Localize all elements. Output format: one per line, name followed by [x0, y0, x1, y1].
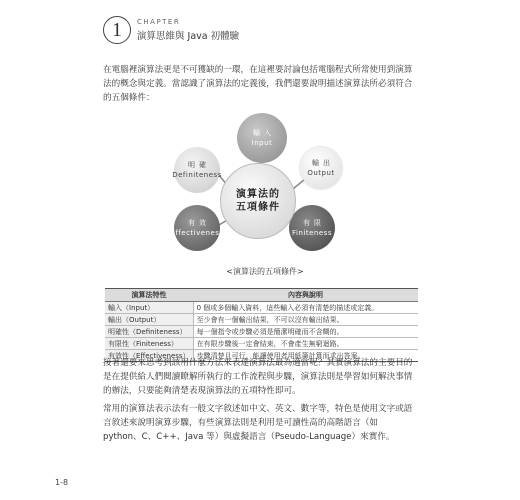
table-row	[105, 338, 418, 350]
center-line-2: 五項條件	[236, 202, 280, 213]
finiteness-node	[289, 205, 335, 251]
finiteness-en: Finiteness	[292, 229, 332, 237]
intro-paragraph: 在電腦裡演算法更是不可獲缺的一環，在這裡要討論包括電腦程式所常使用到演算法的概念與定義。當認識了演算法的定義後，我們還要說明描述演算法所必須符合的五個條件：	[103, 65, 413, 103]
center-line-1: 演算法的	[236, 189, 280, 200]
table-row	[105, 302, 418, 314]
table-row	[105, 314, 418, 326]
input-zh: 輸入	[253, 129, 275, 137]
table-cell-characteristic: 輸出（Output）	[105, 314, 193, 326]
five-conditions-diagram	[165, 113, 365, 261]
table-cell-characteristic: 輸入（Input）	[105, 302, 193, 314]
table-header-row	[105, 289, 418, 302]
effectiveness-zh: 有效	[188, 219, 210, 227]
table-cell-characteristic: 有效性（Effectiveness）	[105, 350, 193, 362]
table-header-characteristic: 演算法特性	[105, 289, 193, 302]
definiteness-zh: 明確	[188, 161, 210, 169]
table-row	[105, 326, 418, 338]
finiteness-zh: 有限	[303, 219, 325, 227]
chapter-title: 演算思維與 Java 初體驗	[137, 31, 240, 42]
figure-caption: <演算法的五項條件>	[226, 267, 304, 276]
center-node	[220, 163, 296, 239]
page-number: 1-8	[55, 478, 69, 487]
definiteness-node	[174, 147, 220, 193]
output-en: Output	[307, 169, 335, 177]
table-header-description: 內容與說明	[193, 289, 418, 302]
input-en: Input	[251, 139, 273, 147]
chapter-number: 1	[103, 16, 131, 44]
output-zh: 輸出	[312, 159, 334, 167]
table-cell-description: 至少會有一個輸出結果，不可以沒有輸出結果。	[193, 314, 418, 326]
table-cell-description: 步驟清楚且可行，能讓使用者用紙筆計算而求出答案。	[193, 350, 418, 362]
effectiveness-node	[170, 205, 224, 251]
notation-paragraph: 常用的演算法表示法有一般文字敘述如中文、英文、數字等，特色是使用文字或語言敘述來說明演算步驟，有些演算法則是利用是可讀性高的高階語言（如 python、C、C++、Java 等）與虛擬語言（Pseudo-Language）來實作。	[103, 404, 413, 442]
chapter-header	[103, 16, 403, 46]
effectiveness-en: Effectiveness	[170, 229, 224, 237]
table-cell-description: 0 個或多個輸入資料，這些輸入必須有清楚的描述或定義。	[193, 302, 418, 314]
table-cell-characteristic: 明確性（Definiteness）	[105, 326, 193, 338]
table-cell-description: 每一個指令或步驟必須是簡潔明確而不含糊的。	[193, 326, 418, 338]
definiteness-en: Definiteness	[172, 171, 222, 179]
table-cell-characteristic: 有限性（Finiteness）	[105, 338, 193, 350]
table-cell-description: 在有限步驟後一定會結束，不會產生無窮迴路。	[193, 338, 418, 350]
chapter-word: CHAPTER	[137, 18, 181, 26]
output-node	[300, 147, 342, 189]
representation-paragraph: 接著還要來思考到該用什麼方法來表達演算法最為適當呢？其實演算法的主要目的是在提供給人們閱讀瞭解所執行的工作流程與步驟，演算法則是學習如何解決事情的辦法，只要能夠清楚表現演算法的五項特性即可。	[103, 358, 413, 396]
characteristics-table	[105, 288, 418, 362]
input-node	[237, 113, 287, 163]
